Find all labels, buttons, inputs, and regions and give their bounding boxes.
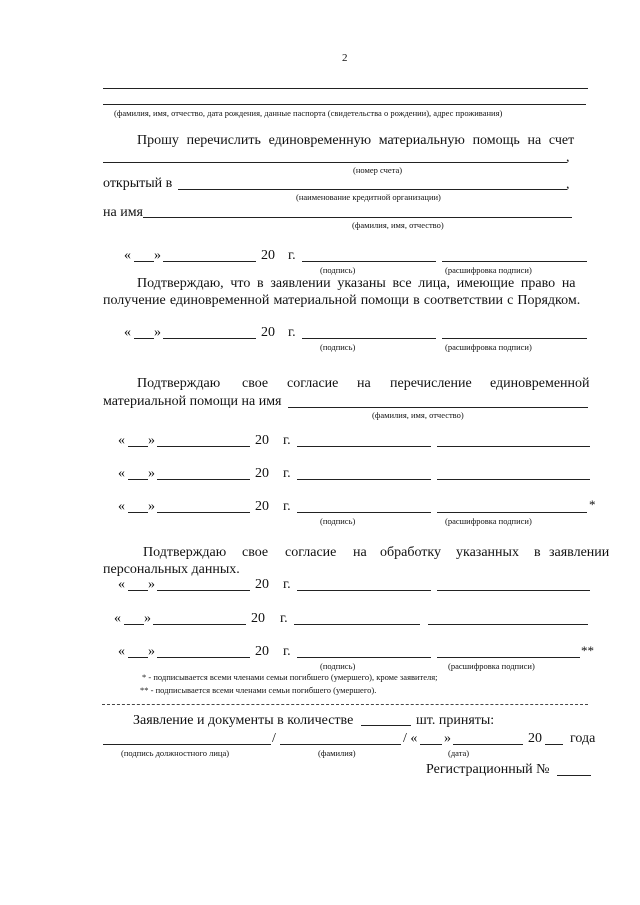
- page-number: 2: [342, 52, 348, 64]
- day-field[interactable]: [128, 446, 148, 447]
- quote-open: «: [118, 499, 125, 514]
- signature-line[interactable]: [297, 512, 431, 513]
- caption-official-signature: (подпись должностного лица): [121, 748, 230, 758]
- quote-open: «: [124, 248, 131, 263]
- caption-account-number: (номер счета): [353, 165, 403, 175]
- transfer-name-line[interactable]: [288, 407, 588, 408]
- caption-signature: (подпись): [320, 516, 356, 526]
- quote-open: «: [124, 325, 131, 340]
- caption-surname: (фамилия): [318, 748, 356, 758]
- month-field[interactable]: [163, 338, 256, 339]
- in-name-label: на имя: [103, 205, 143, 220]
- confirm-transfer-word: перечисление: [390, 376, 472, 391]
- opened-in-label: открытый в: [103, 176, 173, 191]
- quote-close: »: [154, 325, 161, 340]
- caption-applicant-info: (фамилия, имя, отчество, дата рождения, данные паспорта (свидетельства о рождении), адрес проживания): [114, 108, 503, 118]
- signature-decode-line[interactable]: [442, 338, 587, 339]
- quote-close: »: [148, 577, 155, 592]
- signature-line[interactable]: [294, 624, 420, 625]
- in-name-line[interactable]: [143, 217, 572, 218]
- accept-year-field[interactable]: [545, 744, 563, 745]
- signature-decode-line[interactable]: [428, 624, 588, 625]
- year-prefix: 20: [255, 577, 269, 592]
- official-signature-line[interactable]: [103, 744, 271, 745]
- quote-close: »: [154, 248, 161, 263]
- year-prefix: 20: [261, 325, 275, 340]
- quote-close: »: [148, 466, 155, 481]
- footnote-one: * - подписывается всеми членами семьи погибшего (умершего), кроме заявителя;: [142, 672, 438, 682]
- applicant-info-line-2[interactable]: [103, 104, 586, 105]
- confirm-transfer-word: согласие: [287, 376, 339, 391]
- confirm-transfer-word: свое: [242, 376, 269, 391]
- quote-close: »: [148, 433, 155, 448]
- caption-fio: (фамилия, имя, отчество): [352, 220, 444, 230]
- year-prefix: 20: [251, 611, 265, 626]
- year-prefix: 20: [255, 644, 269, 659]
- acceptance-text-after: шт. приняты:: [416, 713, 495, 728]
- separator-line: [102, 704, 588, 705]
- applicant-info-line-1[interactable]: [103, 88, 588, 89]
- year-word: года: [570, 731, 596, 746]
- month-field[interactable]: [157, 590, 250, 591]
- day-field[interactable]: [134, 338, 154, 339]
- year-suffix: г.: [283, 499, 291, 514]
- confirm-pd-word: указанных: [456, 545, 519, 560]
- signature-line[interactable]: [302, 338, 436, 339]
- footnote-mark-two: **: [581, 643, 594, 658]
- accept-month-field[interactable]: [453, 744, 523, 745]
- day-field[interactable]: [128, 512, 148, 513]
- caption-credit-org: (наименование кредитной организации): [296, 192, 441, 202]
- signature-decode-line[interactable]: [437, 479, 590, 480]
- year-suffix: г.: [288, 325, 296, 340]
- confirm-transfer-line-2: материальной помощи на имя: [103, 394, 282, 409]
- caption-signature-decode: (расшифровка подписи): [445, 516, 532, 526]
- quote-close: »: [444, 731, 451, 746]
- year-suffix: г.: [283, 644, 291, 659]
- confirm-pd-line-2: персональных данных.: [103, 562, 240, 577]
- account-number-line[interactable]: [103, 162, 567, 163]
- year-suffix: г.: [288, 248, 296, 263]
- confirm-pd-word: Подтверждаю: [143, 545, 227, 560]
- caption-signature: (подпись): [320, 265, 356, 275]
- month-field[interactable]: [163, 261, 256, 262]
- quote-open: «: [118, 466, 125, 481]
- signature-line[interactable]: [297, 657, 431, 658]
- confirm-all-persons-line-2: получение единовременной материальной помощи в соответствии с Порядком.: [103, 293, 581, 308]
- quote-open: «: [114, 611, 121, 626]
- confirm-pd-word: на: [353, 545, 367, 560]
- month-field[interactable]: [157, 512, 250, 513]
- confirm-pd-word: свое: [242, 545, 269, 560]
- caption-fio: (фамилия, имя, отчество): [372, 410, 464, 420]
- quote-open: «: [118, 577, 125, 592]
- confirm-pd-word: в: [534, 545, 541, 560]
- day-field[interactable]: [128, 590, 148, 591]
- year-prefix: 20: [255, 466, 269, 481]
- quote-close: »: [148, 499, 155, 514]
- signature-line[interactable]: [297, 590, 431, 591]
- year-prefix: 20: [255, 433, 269, 448]
- acceptance-text: Заявление и документы в количестве: [133, 713, 354, 728]
- footnote-two: ** - подписывается всеми членами семьи погибшего (умершего).: [140, 685, 377, 695]
- confirm-all-persons-line-1: Подтверждаю, что в заявлении указаны все лица, имеющие право на: [137, 276, 576, 291]
- month-field[interactable]: [153, 624, 246, 625]
- month-field[interactable]: [157, 657, 250, 658]
- quote-open: «: [118, 644, 125, 659]
- day-field[interactable]: [128, 479, 148, 480]
- footnote-mark-one: *: [589, 497, 596, 512]
- month-field[interactable]: [157, 446, 250, 447]
- documents-count-field[interactable]: [361, 725, 411, 726]
- accept-day-field[interactable]: [420, 744, 442, 745]
- confirm-transfer-word: на: [357, 376, 371, 391]
- official-surname-line[interactable]: [280, 744, 401, 745]
- caption-signature: (подпись): [320, 661, 356, 671]
- year-prefix: 20: [528, 731, 542, 746]
- quote-close: »: [148, 644, 155, 659]
- confirm-pd-word: обработку: [380, 545, 441, 560]
- confirm-transfer-word: Подтверждаю: [137, 376, 221, 391]
- month-field[interactable]: [157, 479, 250, 480]
- caption-signature-decode: (расшифровка подписи): [445, 265, 532, 275]
- quote-open: «: [118, 433, 125, 448]
- year-suffix: г.: [283, 466, 291, 481]
- registration-label: Регистрационный №: [426, 762, 550, 777]
- signature-decode-line[interactable]: [437, 657, 580, 658]
- year-suffix: г.: [283, 577, 291, 592]
- confirm-pd-word: заявлении: [549, 545, 610, 560]
- year-prefix: 20: [261, 248, 275, 263]
- day-field[interactable]: [134, 261, 154, 262]
- signature-line[interactable]: [297, 479, 431, 480]
- year-suffix: г.: [280, 611, 288, 626]
- confirm-transfer-word: единовременной: [490, 376, 590, 391]
- caption-signature: (подпись): [320, 342, 356, 352]
- caption-signature-decode: (расшифровка подписи): [448, 661, 535, 671]
- day-field[interactable]: [124, 624, 144, 625]
- year-suffix: г.: [283, 433, 291, 448]
- credit-org-line[interactable]: [178, 189, 567, 190]
- signature-decode-line[interactable]: [442, 261, 587, 262]
- signature-line[interactable]: [297, 446, 431, 447]
- signature-decode-line[interactable]: [437, 512, 587, 513]
- signature-decode-line[interactable]: [437, 446, 590, 447]
- registration-number-field[interactable]: [557, 775, 591, 776]
- slash-quote: / «: [403, 731, 418, 746]
- signature-decode-line[interactable]: [437, 590, 590, 591]
- confirm-pd-word: согласие: [285, 545, 337, 560]
- day-field[interactable]: [128, 657, 148, 658]
- caption-signature-decode: (расшифровка подписи): [445, 342, 532, 352]
- request-line: Прошу перечислить единовременную материальную помощь на счет: [137, 133, 575, 148]
- quote-close: »: [144, 611, 151, 626]
- slash: /: [272, 731, 276, 746]
- signature-line[interactable]: [302, 261, 436, 262]
- year-prefix: 20: [255, 499, 269, 514]
- caption-date: (дата): [448, 748, 470, 758]
